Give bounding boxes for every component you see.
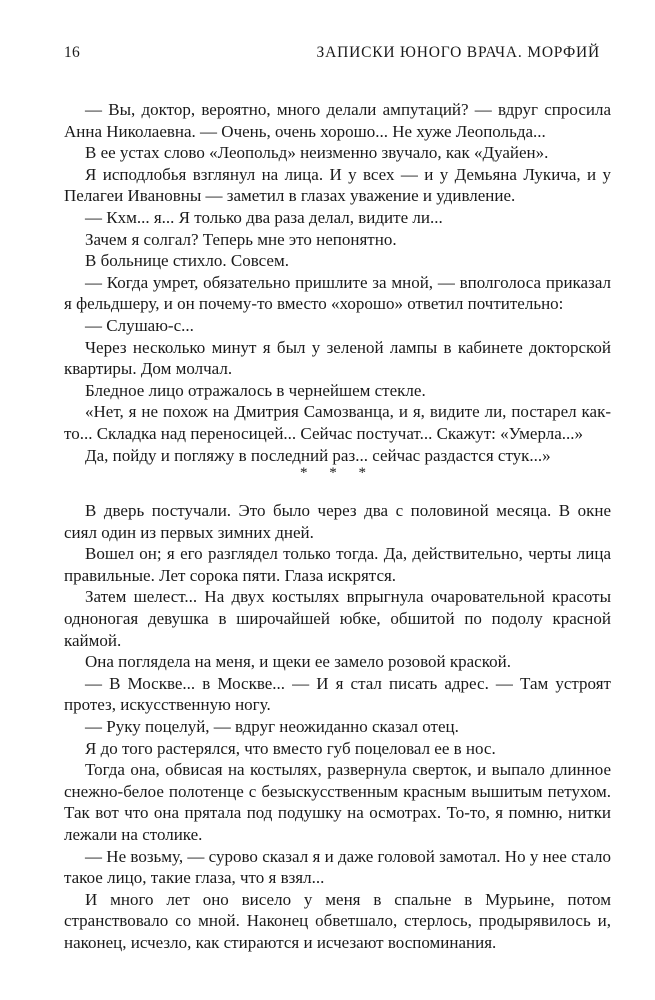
paragraph: В дверь постучали. Это было через два с половиной месяца. В окне сиял один из первых зимних дней. [64,501,611,542]
paragraph: — Руку поцелуй, — вдруг неожиданно сказал отец. [85,716,459,736]
paragraph: Через несколько минут я был у зеленой лампы в кабинете докторской квартиры. Дом молчал. [64,337,611,379]
paragraph: Я до того растерялся, что вместо губ поцеловал ее в нос. [85,738,496,758]
paragraph: Вошел он; я его разглядел только тогда. Да, действительно, черты лица правильные. Лет сорока пяти. Глаза искрятся. [64,544,611,585]
paragraph: — Слушаю-с... [85,315,194,335]
page-number: 16 [64,44,80,61]
paragraph: Она поглядела на меня, и щеки ее замело розовой краской. [85,652,511,672]
book-title: ЗАПИСКИ ЮНОГО ВРАЧА. МОРФИЙ [316,44,600,61]
paragraph: — В Москве... в Москве... — И я стал писать адрес. — Там устроят протез, искусственную ногу. [64,673,611,715]
paragraph: В ее устах слово «Леопольд» неизменно звучало, как «Дуайен». [85,143,549,163]
paragraph: «Нет, я не похож на Дмитрия Самозванца, и я, видите ли, постарел как-то... Складка над переносицей... Сейчас постучат... Скажут: «Умерла...» [64,402,611,443]
paragraph: Бледное лицо отражалось в чернейшем стекле. [85,380,426,400]
paragraph: В больнице стихло. Совсем. [85,251,289,271]
paragraph: — Вы, доктор, вероятно, много делали ампутаций? — вдруг спросила Анна Николаевна. — Очень, очень хорошо... Не хуже Леопольда... [64,100,611,141]
paragraph: И много лет оно висело у меня в спальне в Мурьине, потом странствовало со мной. Наконец обветшало, стерлось, продырявилось и, наконец, исчезло, как стираются и исчезают воспоминания. [64,889,611,952]
paragraph: — Когда умрет, обязательно пришлите за мной, — вполголоса приказал я фельдшеру, и он почему-то вместо «хорошо» ответил почтительно: [64,272,611,314]
paragraph: — Кхм... я... Я только два раза делал, видите ли... [85,207,443,227]
paragraph: Затем шелест... На двух костылях впрыгнула очаровательной красоты одноногая девушка в широчайшей юбке, обшитой по подолу красной каймой. [64,587,611,650]
paragraph: Да, пойду и погляжу в последний раз... сейчас раздастся стук...» [85,445,551,465]
paragraph: Я исподлобья взглянул на лица. И у всех — и у Демьяна Лукича, и у Пелагеи Ивановны — заметил в глазах уважение и удивление. [64,164,611,206]
running-header [64,44,600,68]
paragraph: — Не возьму, — сурово сказал я и даже головой замотал. Но у нее стало такое лицо, такие глаза, что я взял... [64,846,611,888]
paragraph: Тогда она, обвисая на костылях, развернула сверток, и выпало длинное снежно-белое полотенце с безыскусственным красным вышитым петухом. Так вот что она прятала под подушку на осмотрах. То-то, я помню, нитки лежали на столике. [64,760,611,844]
paragraph: Зачем я солгал? Теперь мне это непонятно. [85,229,397,249]
section-break: * * * [300,465,375,481]
text-block-before-break [64,99,611,466]
text-block-after-break [64,500,611,953]
